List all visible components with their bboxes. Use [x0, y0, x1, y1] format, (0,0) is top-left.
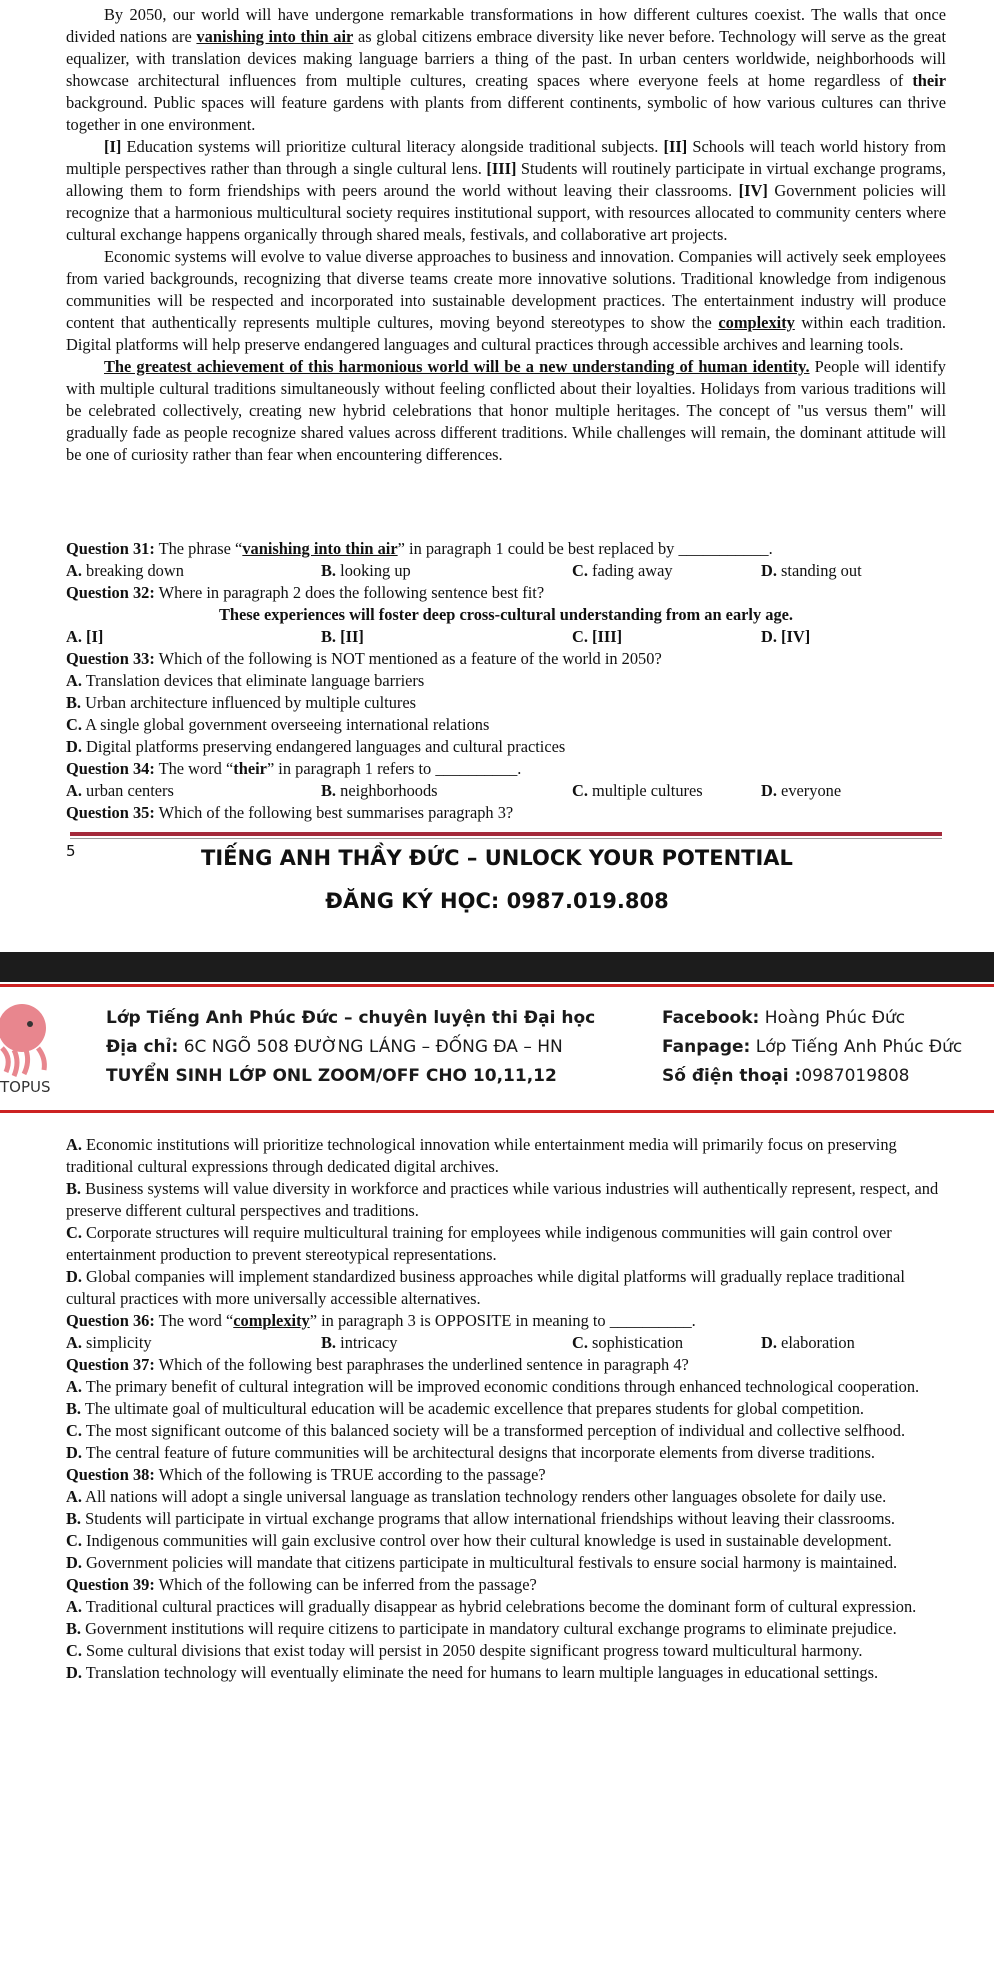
question-39: Question 39: Which of the following can be inferred from the passage?	[66, 1575, 537, 1594]
q32-sentence: These experiences will foster deep cross-cultural understanding from an early age.	[218, 605, 794, 624]
page-number: 5	[66, 842, 76, 860]
logo-text: TOPUS	[0, 1078, 51, 1096]
question-35: Question 35: Which of the following best summarises paragraph 3?	[66, 803, 514, 822]
footer-rule	[70, 832, 942, 836]
q33-option-d: D. Digital platforms preserving endangered languages and cultural practices	[66, 737, 566, 756]
paragraph-3: Economic systems will evolve to value diverse approaches to business and innovation. Companies will actively seek employees from varied backgrounds, recognizing that diverse teams create more innovative solutions. Traditional knowledge from indigenous communities will be respected and incorporated into sustainable development practices. The entertainment industry will produce content that authentically represents multiple cultures, moving beyond stereotypes to show the complexity within each tradition. Digital platforms will help preserve endangered languages and cultural practices through accessible archives and learning tools.	[66, 247, 946, 354]
phrase-vanishing: vanishing into thin air	[196, 27, 354, 46]
facebook: Facebook: Hoàng Phúc Đức	[662, 1008, 906, 1028]
passage-block	[66, 4, 946, 466]
fanpage: Fanpage: Lớp Tiếng Anh Phúc Đức	[662, 1037, 963, 1057]
q35-option-a: A. Economic institutions will prioritize technological innovation while entertainment media will primarily focus on preserving traditional cultural expressions through dedicated digital archives.	[66, 1135, 897, 1176]
q33-option-b: B. Urban architecture influenced by multiple cultures	[66, 693, 417, 712]
octopus-logo-icon	[0, 988, 60, 1098]
q38-option-c: C. Indigenous communities will gain exclusive control over how their cultural knowledge is used in sustainable development.	[66, 1531, 892, 1550]
q39-option-a: A. Traditional cultural practices will gradually disappear as hybrid celebrations become the dominant form of cultural expression.	[66, 1597, 917, 1616]
question-33: Question 33: Which of the following is NOT mentioned as a feature of the world in 2050?	[66, 649, 662, 668]
q33-option-a: A. Translation devices that eliminate language barriers	[66, 671, 425, 690]
q36-options: A. simplicity B. intricacy C. sophistication D. elaboration	[66, 1333, 855, 1352]
question-32: Question 32: Where in paragraph 2 does the following sentence best fit?	[66, 583, 545, 602]
phone: Số điện thoại :0987019808	[662, 1066, 910, 1086]
q37-option-d: D. The central feature of future communities will be architectural designs that incorporate elements from diverse traditions.	[66, 1443, 875, 1462]
q38-option-d: D. Government policies will mandate that citizens participate in multicultural festivals to ensure social harmony is maintained.	[66, 1553, 898, 1572]
q35-option-d: D. Global companies will implement standardized business approaches while digital platforms will gradually replace traditional cultural practices with more universally accessible alternatives.	[66, 1267, 905, 1308]
paragraph-2: [I] Education systems will prioritize cultural literacy alongside traditional subjects. [II] Schools will teach world history from multiple perspectives rather than through a single cultural lens. [III] Students will routinely participate in virtual exchange programs, allowing them to form friendships with peers around the world without leaving their classrooms. [IV] Government policies will recognize that a harmonious multicultural society requires institutional support, with resources allocated to community centers where cultural exchange happens organically through shared meals, festivals, and collaborative art projects.	[66, 137, 946, 244]
q37-option-c: C. The most significant outcome of this balanced society will be a transformed perception of individual and collective selfhood.	[66, 1421, 906, 1440]
word-their: their	[912, 71, 946, 90]
q39-option-c: C. Some cultural divisions that exist today will persist in 2050 despite significant progress toward multicultural harmony.	[66, 1641, 863, 1660]
class-name: Lớp Tiếng Anh Phúc Đức – chuyên luyện thi Đại học	[106, 1008, 596, 1028]
q35-option-c: C. Corporate structures will require multicultural training for employees while indigenous communities will gain control over entertainment production to prevent stereotypical representations.	[66, 1223, 892, 1264]
q39-option-b: B. Government institutions will require citizens to participate in mandatory cultural exchange programs to eliminate prejudice.	[66, 1619, 897, 1638]
page-break	[0, 952, 994, 982]
question-37: Question 37: Which of the following best paraphrases the underlined sentence in paragraph 4?	[66, 1355, 689, 1374]
address: Địa chỉ: 6C NGÕ 508 ĐƯỜNG LÁNG – ĐỐNG ĐA – HN	[106, 1037, 563, 1057]
header-bottom-line	[0, 1110, 994, 1113]
question-34: Question 34: The word “their” in paragraph 1 refers to __________.	[66, 759, 522, 778]
paragraph-4: The greatest achievement of this harmonious world will be a new understanding of human identity. People will identify with multiple cultural traditions simultaneously without feeling conflicted about their loyalties. Holidays from various traditions will be celebrated collectively, creating new hybrid celebrations that honor multiple heritages. The concept of "us versus them" will gradually fade as people recognize shared values across different traditions. While challenges will remain, the dominant attitude will be one of curiosity rather than fear when encountering differences.	[66, 357, 946, 464]
header-top-line	[0, 984, 994, 987]
question-31: Question 31: The phrase “vanishing into thin air” in paragraph 1 could be best replaced by ___________.	[66, 539, 773, 558]
question-36: Question 36: The word “complexity” in paragraph 3 is OPPOSITE in meaning to __________.	[66, 1311, 696, 1330]
q38-option-b: B. Students will participate in virtual exchange programs that allow international friendships without leaving their classrooms.	[66, 1509, 895, 1528]
underlined-sentence: The greatest achievement of this harmonious world will be a new understanding of human identity.	[104, 357, 810, 376]
q37-option-b: B. The ultimate goal of multicultural education will be academic excellence that prepares students for global competition.	[66, 1399, 865, 1418]
q34-options: A. urban centers B. neighborhoods C. multiple cultures D. everyone	[66, 781, 842, 800]
q32-options: A. [I] B. [II] C. [III] D. [IV]	[66, 627, 811, 646]
enroll-notice: TUYỂN SINH LỚP ONL ZOOM/OFF CHO 10,11,12	[106, 1066, 557, 1086]
footer-title: TIẾNG ANH THẦY ĐỨC – UNLOCK YOUR POTENTIAL	[201, 846, 793, 870]
q38-option-a: A. All nations will adopt a single universal language as translation technology renders other languages obsolete for daily use.	[66, 1487, 887, 1506]
questions-35-39	[66, 1134, 946, 1684]
footer-register: ĐĂNG KÝ HỌC: 0987.019.808	[325, 889, 669, 913]
q39-option-d: D. Translation technology will eventually eliminate the need for humans to learn multiple languages in educational settings.	[66, 1663, 879, 1682]
q33-option-c: C. A single global government overseeing international relations	[66, 715, 490, 734]
footer-rule-thin	[70, 838, 942, 839]
q35-option-b: B. Business systems will value diversity in workforce and practices while various industries will authentically represent, respect, and preserve different cultural perspectives and traditions.	[66, 1179, 939, 1220]
q37-option-a: A. The primary benefit of cultural integration will be improved economic conditions through enhanced technological cooperation.	[66, 1377, 920, 1396]
paragraph-1: By 2050, our world will have undergone remarkable transformations in how different cultures coexist. The walls that once divided nations are vanishing into thin air as global citizens embrace diversity like never before. Technology will serve as the great equalizer, with translation devices making language barriers a thing of the past. In urban centers worldwide, neighborhoods will showcase architectural influences from multiple cultures, creating spaces where everyone feels at home regardless of their background. Public spaces will feature gardens with plants from different continents, symbolic of how various cultures can thrive together in one environment.	[66, 5, 946, 134]
questions-31-35	[66, 538, 946, 824]
q31-options: A. breaking down B. looking up C. fading away D. standing out	[66, 561, 862, 580]
word-complexity: complexity	[718, 313, 795, 332]
question-38: Question 38: Which of the following is TRUE according to the passage?	[66, 1465, 546, 1484]
